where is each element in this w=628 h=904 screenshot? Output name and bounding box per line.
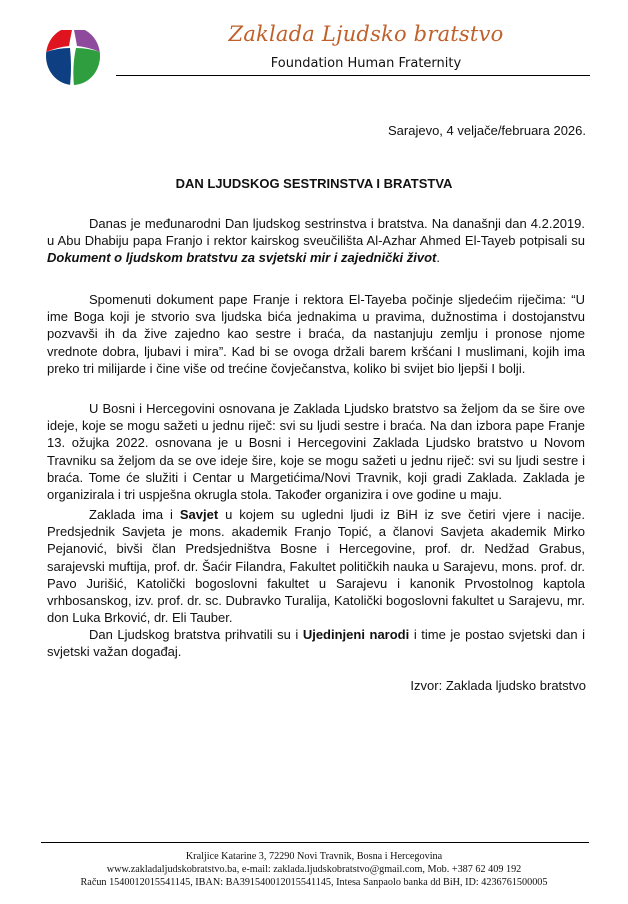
paragraph-1 (47, 215, 585, 267)
date-line: Sarajevo, 4 veljače/februara 2026. (387, 123, 586, 138)
document-title: DAN LJUDSKOG SESTRINSTVA I BRATSTVA (175, 176, 453, 191)
paragraph-text: Zaklada ima i (89, 507, 180, 522)
paragraph-text: U Bosni i Hercegovini osnovana je Zaklada Ljudsko bratstvo sa željom da se šire ove ideje, koje se mogu sažeti u jednu riječ: svi su ljudi sestre i braća. Na dan izbora pape Franje 13. ožujka 2022. osnovana je u Bosni i Hercegovini Zaklada Ljudsko bratstvo u Novom Travniku sa željom da se ove ideje šire, koje se mogu sažeti u jednu riječ: svi su ljudi sestre i braća. Tome će služiti i Centar u Margetićima/Novi Travnik, koji gradi Zaklada. Zaklada je organizirala i tri uspješna okrugla stola. Također organizira i ove godine u maju. (47, 401, 585, 503)
footer (0, 850, 628, 890)
footer-bank-details: Račun 1540012015541145, IBAN: BA391540012015541145, Intesa Sanpaolo banka dd BiH, ID: 4236761500005 (80, 877, 548, 889)
paragraph-text: Danas je međunarodni Dan ljudskog sestrinstva i bratstva. Na današnji dan 4.2.2019. u Abu Dhabiju papa Franjo i rektor kairskog sveučilišta Al-Azhar Ahmed El-Tayeb potpisali su (47, 216, 585, 249)
footer-divider (41, 842, 589, 843)
council-bold: Savjet (179, 507, 219, 522)
footer-contact: www.zakladaljudskobratstvo.ba, e-mail: zaklada.ljudskobratstvo@gmail.com, Mob. +387 62 409 192 (106, 864, 522, 876)
paragraph-text: Dan Ljudskog bratstva prihvatili su i (89, 627, 303, 642)
paragraph-text: . (436, 250, 441, 266)
paragraph-5 (47, 626, 585, 660)
paragraph-4 (47, 506, 585, 626)
organization-name: Zaklada Ljudsko bratstvo (228, 22, 504, 46)
united-nations-bold: Ujedinjeni narodi (302, 627, 410, 642)
paragraph-3 (47, 400, 585, 503)
paragraph-text: Spomenuti dokument pape Franje i rektora El-Tayeba počinje sljedećim riječima: “U ime Boga koji je stvorio sva ljudska bića jednakima u pravima, dužnostima i dostojanstvu pozvavši ih da žive zajedno kao sestre i braća, da nastanjuju zemlju i pronose njome vrednote dobra, ljubavi i mira”. Kad bi se ovoga držali barem kršćani I muslimani, kojih ima preko tri milijarde i čine više od trećine čovječanstva, koliko bi svijet bio ljepši I bolji. (47, 292, 585, 376)
paragraph-2 (47, 291, 585, 377)
document-name-emphasis: Dokument o ljudskom bratstvu za svjetski mir i zajednički život (47, 250, 437, 266)
header-divider (116, 75, 590, 76)
cross-in-circle-logo-icon (44, 26, 102, 86)
source-attribution: Izvor: Zaklada ljudsko bratstvo (410, 678, 586, 693)
paragraph-text: i time je postao svjetski dan i svjetski važan događaj. (47, 627, 585, 660)
paragraph-text: u kojem su ugledni ljudi iz BiH iz sve četiri vjere i nacije. Predsjednik Savjeta je mons. akademik Franjo Topić, a članovi Savjeta akademik Mirko Pejanović, bivši član Predsjedništva Bosne i Hercegovine, prof. dr. Nedžad Grabus, sarajevski muftija, prof. dr. Šaćir Filandra, Fakultet političkih nauka u Sarajevu, mons. prof. dr. Pavo Jurišić, Katolički bogoslovni fakultet u Sarajevu i kanonik Prvostolnog kaptola vrhbosanskog, izv. prof. dr. sc. Dubravko Turalija, Katolički bogoslovni fakultet u Sarajevu, mr. don Luka Brković, dr. Eli Tauber. (47, 507, 585, 626)
footer-address: Kraljice Katarine 3, 72290 Novi Travnik, Bosna i Hercegovina (185, 851, 443, 862)
organization-subtitle: Foundation Human Fraternity (270, 56, 462, 71)
